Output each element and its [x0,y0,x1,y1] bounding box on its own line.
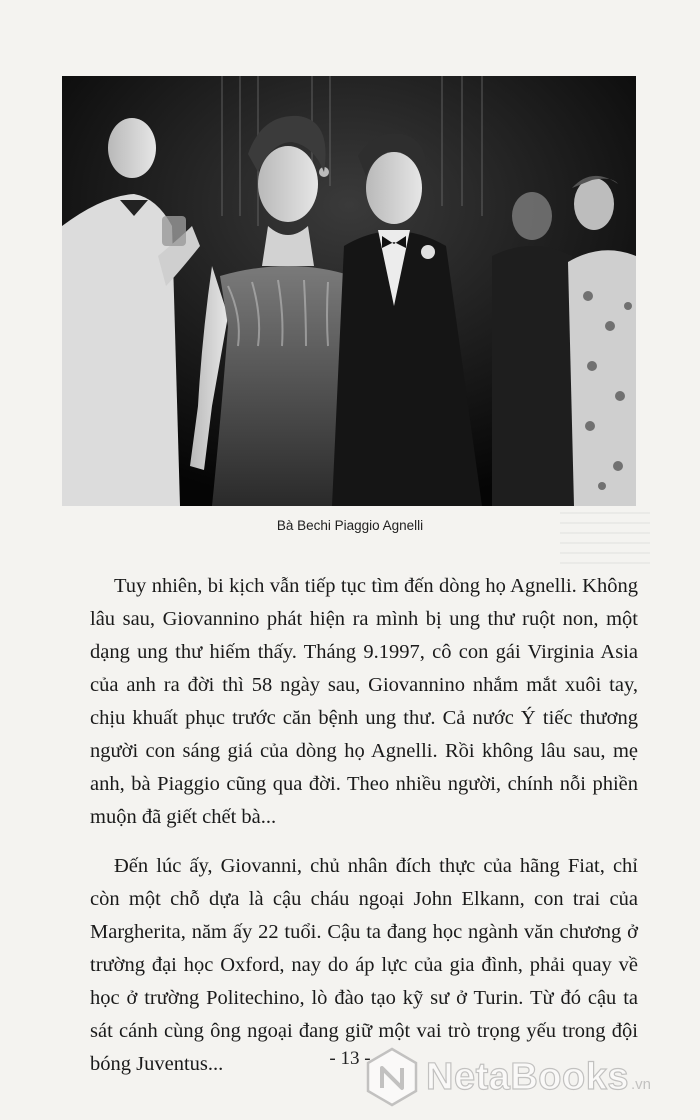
paragraph-1: Tuy nhiên, bi kịch vẫn tiếp tục tìm đến dòng họ Agnelli. Không lâu sau, Giovannino phát hiện ra mình bị ung thư ruột non, một dạng ung thư hiếm thấy. Tháng 9.1997, cô con gái Virginia Asia của anh ra đời thì 58 ngày sau, Giovannino nhắm mắt xuôi tay, chịu khuất phục trước căn bệnh ung thư. Cả nước Ý tiếc thương người con sáng giá của dòng họ Agnelli. Rồi không lâu sau, mẹ anh, bà Piaggio cũng qua đời. Theo nhiều người, chính nỗi phiền muộn đã giết chết bà... [90,575,638,828]
photo-caption: Bà Bechi Piaggio Agnelli [276,518,424,533]
watermark-tld: .vn [631,1075,652,1093]
watermark-brand: NetaBooks [426,1055,629,1098]
photo [62,76,636,506]
watermark [364,1044,684,1110]
bleed-through-texture [560,512,650,572]
photo-illustration [62,76,636,506]
page-number: - 13 - [329,1048,371,1069]
netabooks-hexagon-logo-icon [364,1046,420,1108]
paragraph-2: Đến lúc ấy, Giovanni, chủ nhân đích thực của hãng Fiat, chỉ còn một chỗ dựa là cậu cháu ngoại John Elkann, con trai của Margherita, năm ấy 22 tuổi. Cậu ta đang học ngành văn chương ở trường đại học Oxford, nay do áp lực của gia đình, phải quay về học ở trường Politechino, lò đào tạo kỹ sư ở Turin. Từ đó cậu ta sát cánh cùng ông ngoại đang giữ một vai trò trọng yếu trong đội bóng Juventus... [90,855,638,1075]
body-text [90,570,638,1081]
